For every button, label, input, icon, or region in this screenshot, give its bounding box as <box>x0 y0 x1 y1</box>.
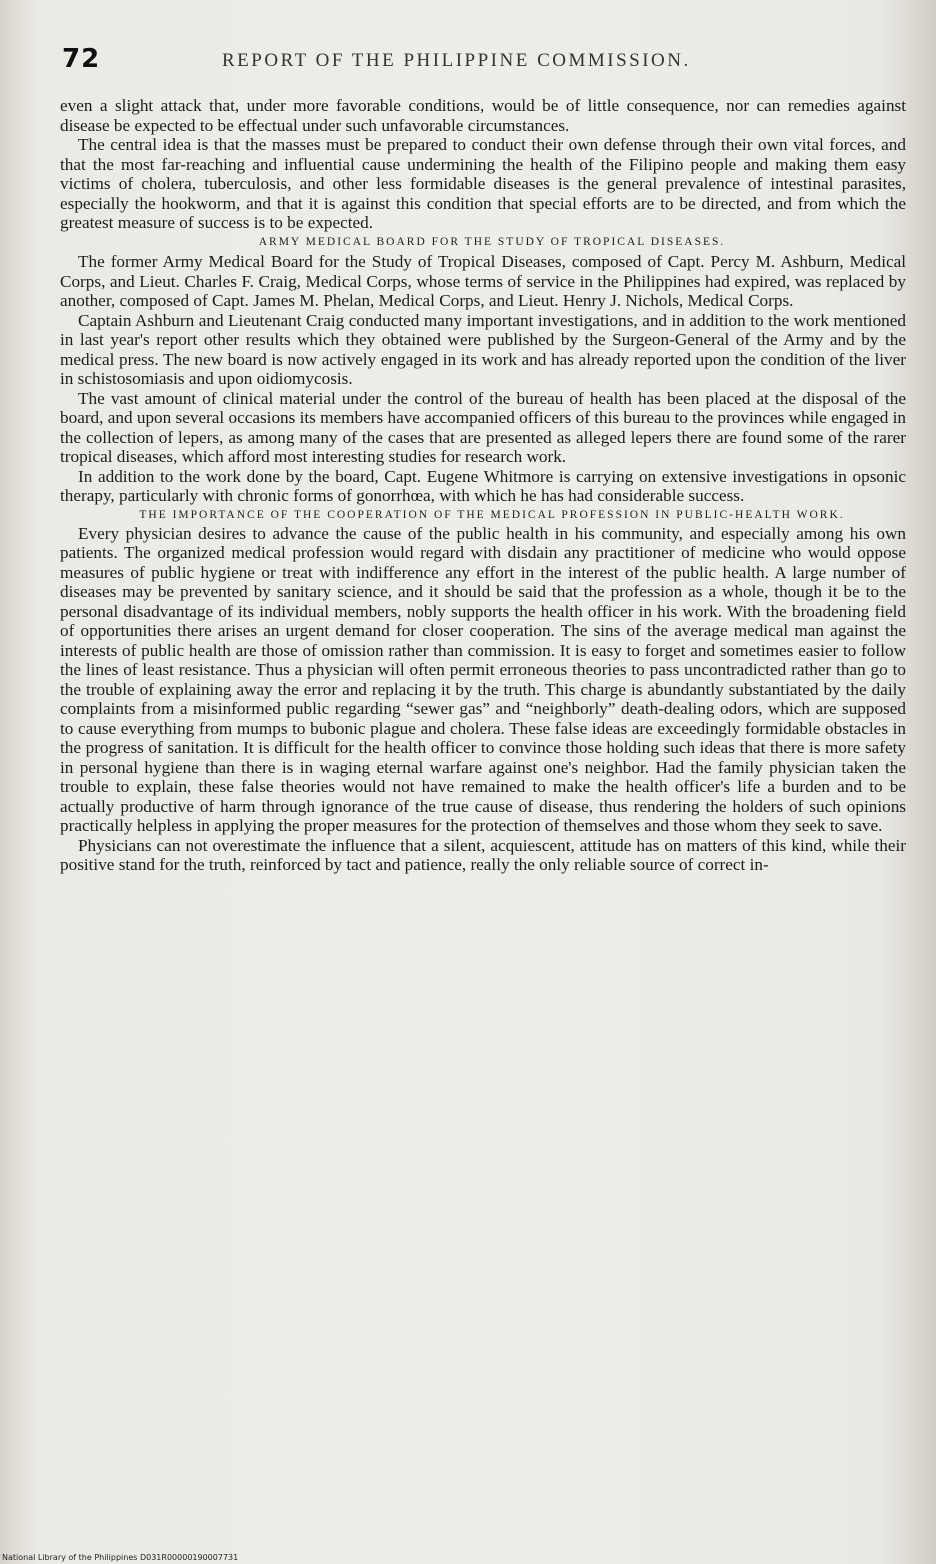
paragraph: The former Army Medical Board for the Study of Tropical Diseases, composed of Capt. Percy M. Ashburn, Medical Corps, and Lieut. Charles F. Craig, Medical Corps, whose terms of service in the Philippines had expired, was replaced by another, composed of Capt. James M. Phelan, Medical Corps, and Lieut. Henry J. Nichols, Medical Corps. <box>60 252 906 310</box>
page-body <box>60 96 906 875</box>
running-head: REPORT OF THE PHILIPPINE COMMISSION. <box>222 50 691 71</box>
section-heading: THE IMPORTANCE OF THE COOPERATION OF THE MEDICAL PROFESSION IN PUBLIC-HEALTH WORK. <box>139 508 845 521</box>
scan-credit: National Library of the Philippines D031R00000190007731 <box>2 1553 239 1562</box>
paragraph: Captain Ashburn and Lieutenant Craig conducted many important investigations, and in addition to the work mentioned in last year's report other results which they obtained were published by the Surgeon-General of the Army and by the medical press. The new board is now actively engaged in its work and has already reported upon the condition of the liver in schistosomiasis and upon oidiomycosis. <box>60 310 906 388</box>
paragraph: Physicians can not overestimate the influence that a silent, acquiescent, attitude has on matters of this kind, while their positive stand for the truth, reinforced by tact and patience, really the only reliable source of correct in- <box>60 835 906 874</box>
page-header <box>62 44 896 84</box>
section-heading: ARMY MEDICAL BOARD FOR THE STUDY OF TROPICAL DISEASES. <box>258 235 726 248</box>
paragraph: The central idea is that the masses must be prepared to conduct their own defense through their own vital forces, and that the most far-reaching and influential cause undermining the health of the Filipino people and making them easy victims of cholera, tuberculosis, and other less formidable diseases is the general prevalence of intestinal parasites, especially the hookworm, and that it is against this condition that special efforts are to be directed, and from which the greatest measure of success is to be expected. <box>60 135 906 232</box>
page-number: 72 <box>62 44 101 74</box>
paragraph: Every physician desires to advance the cause of the public health in his community, and especially among his own patients. The organized medical profession would regard with disdain any practitioner of medicine who would oppose measures of public hygiene or treat with indifference any effort in the interest of the public health. A large number of diseases may be prevented by sanitary science, and it should be said that the profession as a whole, though it be to the personal disadvantage of its individual members, nobly supports the health officer in his work. With the broadening field of opportunities there arises an urgent demand for closer cooperation. The sins of the average medical man against the interests of public health are those of omission rather than commission. It is easy to forget and sometimes easier to follow the lines of least resistance. Thus a physician will often permit erroneous theories to pass uncontradicted rather than go to the trouble of explaining away the error and replacing it by the truth. This charge is abundantly substantiated by the daily complaints from a misinformed public regarding “sewer gas” and “neighborly” death-dealing odors, which are supposed to cause everything from mumps to bubonic plague and cholera. These false ideas are exceedingly formidable obstacles in the progress of sanitation. It is difficult for the health officer to convince those holding such ideas that there is more safety in personal hygiene than there is in waging eternal warfare against one's neighbor. Had the family physician taken the trouble to explain, these false theories would not have remained to make the health officer's life a burden and to be actually productive of harm through ignorance of the true cause of disease, thus rendering the holders of such opinions practically helpless in applying the proper measures for the protection of themselves and those whom they seek to save. <box>60 523 906 835</box>
paragraph: In addition to the work done by the board, Capt. Eugene Whitmore is carrying on extensive investigations in opsonic therapy, particularly with chronic forms of gonorrhœa, with which he has had considerable success. <box>60 466 906 505</box>
paragraph: The vast amount of clinical material under the control of the bureau of health has been placed at the disposal of the board, and upon several occasions its members have accompanied officers of this bureau to the provinces while engaged in the collection of lepers, as among many of the cases that are presented as alleged lepers there are found some of the rarer tropical diseases, which afford most interesting studies for research work. <box>60 388 906 466</box>
paragraph: even a slight attack that, under more favorable conditions, would be of little consequence, nor can remedies against disease be expected to be effectual under such unfavorable circumstances. <box>60 96 906 135</box>
